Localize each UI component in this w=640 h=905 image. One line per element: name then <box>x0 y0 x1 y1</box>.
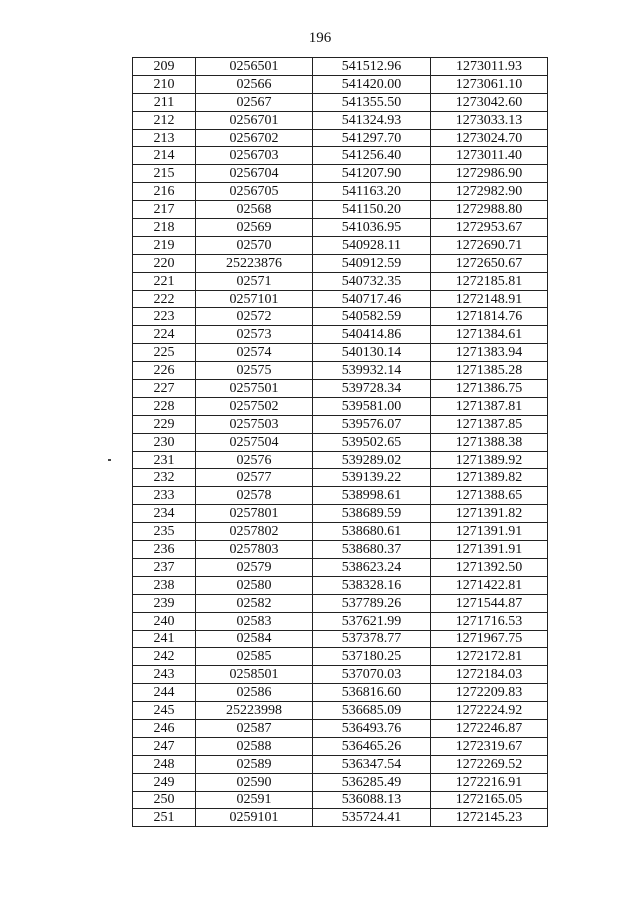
table-row <box>133 702 548 720</box>
x-coordinate-cell: 537180.25 <box>313 648 431 666</box>
point-number-cell: 223 <box>133 308 196 326</box>
point-id-cell: 02572 <box>196 308 313 326</box>
x-coordinate-cell: 536347.54 <box>313 755 431 773</box>
x-coordinate-cell: 541163.20 <box>313 183 431 201</box>
table-row <box>133 111 548 129</box>
x-coordinate-cell: 541355.50 <box>313 93 431 111</box>
page-number: 196 <box>308 30 332 46</box>
x-coordinate-cell: 540912.59 <box>313 254 431 272</box>
x-coordinate-cell: 541150.20 <box>313 201 431 219</box>
point-id-cell: 02584 <box>196 630 313 648</box>
point-id-cell: 02588 <box>196 737 313 755</box>
point-id-cell: 02586 <box>196 684 313 702</box>
x-coordinate-cell: 536493.76 <box>313 719 431 737</box>
x-coordinate-cell: 541324.93 <box>313 111 431 129</box>
table-row <box>133 612 548 630</box>
x-coordinate-cell: 538623.24 <box>313 558 431 576</box>
point-id-cell: 0257802 <box>196 523 313 541</box>
x-coordinate-cell: 540130.14 <box>313 344 431 362</box>
table-row <box>133 219 548 237</box>
y-coordinate-cell: 1271544.87 <box>431 594 548 612</box>
point-id-cell: 0257503 <box>196 415 313 433</box>
point-id-cell: 02569 <box>196 219 313 237</box>
table-row <box>133 684 548 702</box>
y-coordinate-cell: 1271385.28 <box>431 362 548 380</box>
point-id-cell: 02566 <box>196 75 313 93</box>
point-number-cell: 241 <box>133 630 196 648</box>
y-coordinate-cell: 1272216.91 <box>431 773 548 791</box>
table-row <box>133 594 548 612</box>
y-coordinate-cell: 1271391.91 <box>431 541 548 559</box>
point-id-cell: 02583 <box>196 612 313 630</box>
point-number-cell: 227 <box>133 380 196 398</box>
point-number-cell: 233 <box>133 487 196 505</box>
table-row <box>133 773 548 791</box>
table-row <box>133 362 548 380</box>
point-number-cell: 230 <box>133 433 196 451</box>
x-coordinate-cell: 538998.61 <box>313 487 431 505</box>
table-row <box>133 183 548 201</box>
point-number-cell: 211 <box>133 93 196 111</box>
point-id-cell: 02574 <box>196 344 313 362</box>
point-number-cell: 243 <box>133 666 196 684</box>
table-row <box>133 576 548 594</box>
point-id-cell: 02576 <box>196 451 313 469</box>
point-id-cell: 02587 <box>196 719 313 737</box>
table-row <box>133 505 548 523</box>
y-coordinate-cell: 1272986.90 <box>431 165 548 183</box>
point-id-cell: 0256704 <box>196 165 313 183</box>
y-coordinate-cell: 1272953.67 <box>431 219 548 237</box>
y-coordinate-cell: 1272145.23 <box>431 809 548 827</box>
table-row <box>133 165 548 183</box>
point-number-cell: 247 <box>133 737 196 755</box>
y-coordinate-cell: 1271386.75 <box>431 380 548 398</box>
y-coordinate-cell: 1273061.10 <box>431 75 548 93</box>
table-row <box>133 397 548 415</box>
point-number-cell: 224 <box>133 326 196 344</box>
table-row <box>133 755 548 773</box>
table-row <box>133 201 548 219</box>
y-coordinate-cell: 1271392.50 <box>431 558 548 576</box>
x-coordinate-cell: 536816.60 <box>313 684 431 702</box>
point-number-cell: 238 <box>133 576 196 594</box>
x-coordinate-cell: 536465.26 <box>313 737 431 755</box>
y-coordinate-cell: 1271389.92 <box>431 451 548 469</box>
table-row <box>133 433 548 451</box>
point-id-cell: 0257504 <box>196 433 313 451</box>
table-row <box>133 791 548 809</box>
point-number-cell: 239 <box>133 594 196 612</box>
point-id-cell: 0256705 <box>196 183 313 201</box>
x-coordinate-cell: 539932.14 <box>313 362 431 380</box>
table-row <box>133 272 548 290</box>
point-id-cell: 0257502 <box>196 397 313 415</box>
point-id-cell: 02577 <box>196 469 313 487</box>
y-coordinate-cell: 1272690.71 <box>431 236 548 254</box>
point-number-cell: 215 <box>133 165 196 183</box>
table-row <box>133 147 548 165</box>
point-id-cell: 0256702 <box>196 129 313 147</box>
x-coordinate-cell: 541036.95 <box>313 219 431 237</box>
table-row <box>133 129 548 147</box>
x-coordinate-cell: 539502.65 <box>313 433 431 451</box>
point-id-cell: 02591 <box>196 791 313 809</box>
y-coordinate-cell: 1272269.52 <box>431 755 548 773</box>
table-row <box>133 344 548 362</box>
table-row <box>133 558 548 576</box>
x-coordinate-cell: 540414.86 <box>313 326 431 344</box>
point-number-cell: 222 <box>133 290 196 308</box>
table-row <box>133 236 548 254</box>
point-number-cell: 228 <box>133 397 196 415</box>
table-row <box>133 290 548 308</box>
point-number-cell: 220 <box>133 254 196 272</box>
y-coordinate-cell: 1271388.38 <box>431 433 548 451</box>
point-id-cell: 02567 <box>196 93 313 111</box>
point-number-cell: 242 <box>133 648 196 666</box>
point-id-cell: 02582 <box>196 594 313 612</box>
x-coordinate-cell: 538680.37 <box>313 541 431 559</box>
x-coordinate-cell: 536285.49 <box>313 773 431 791</box>
y-coordinate-cell: 1272982.90 <box>431 183 548 201</box>
table-row <box>133 451 548 469</box>
y-coordinate-cell: 1272184.03 <box>431 666 548 684</box>
y-coordinate-cell: 1272172.81 <box>431 648 548 666</box>
table-row <box>133 93 548 111</box>
x-coordinate-cell: 541207.90 <box>313 165 431 183</box>
table-row <box>133 415 548 433</box>
y-coordinate-cell: 1273024.70 <box>431 129 548 147</box>
point-id-cell: 0259101 <box>196 809 313 827</box>
x-coordinate-cell: 540928.11 <box>313 236 431 254</box>
point-id-cell: 02573 <box>196 326 313 344</box>
y-coordinate-cell: 1272319.67 <box>431 737 548 755</box>
point-number-cell: 218 <box>133 219 196 237</box>
y-coordinate-cell: 1271967.75 <box>431 630 548 648</box>
x-coordinate-cell: 540732.35 <box>313 272 431 290</box>
point-id-cell: 25223998 <box>196 702 313 720</box>
point-number-cell: 226 <box>133 362 196 380</box>
point-id-cell: 0256703 <box>196 147 313 165</box>
point-id-cell: 0256701 <box>196 111 313 129</box>
x-coordinate-cell: 535724.41 <box>313 809 431 827</box>
x-coordinate-cell: 539581.00 <box>313 397 431 415</box>
point-number-cell: 216 <box>133 183 196 201</box>
point-id-cell: 0256501 <box>196 58 313 76</box>
table-row <box>133 469 548 487</box>
coordinates-table-body <box>133 58 548 827</box>
point-number-cell: 237 <box>133 558 196 576</box>
point-number-cell: 221 <box>133 272 196 290</box>
table-row <box>133 630 548 648</box>
x-coordinate-cell: 538689.59 <box>313 505 431 523</box>
point-number-cell: 225 <box>133 344 196 362</box>
point-id-cell: 02589 <box>196 755 313 773</box>
table-row <box>133 541 548 559</box>
point-id-cell: 02568 <box>196 201 313 219</box>
point-id-cell: 0258501 <box>196 666 313 684</box>
point-number-cell: 231 <box>133 451 196 469</box>
table-row <box>133 666 548 684</box>
table-row <box>133 75 548 93</box>
y-coordinate-cell: 1271384.61 <box>431 326 548 344</box>
x-coordinate-cell: 538328.16 <box>313 576 431 594</box>
x-coordinate-cell: 541256.40 <box>313 147 431 165</box>
point-number-cell: 245 <box>133 702 196 720</box>
y-coordinate-cell: 1272224.92 <box>431 702 548 720</box>
y-coordinate-cell: 1273033.13 <box>431 111 548 129</box>
point-number-cell: 234 <box>133 505 196 523</box>
x-coordinate-cell: 539289.02 <box>313 451 431 469</box>
x-coordinate-cell: 541297.70 <box>313 129 431 147</box>
x-coordinate-cell: 537789.26 <box>313 594 431 612</box>
y-coordinate-cell: 1271716.53 <box>431 612 548 630</box>
y-coordinate-cell: 1273042.60 <box>431 93 548 111</box>
x-coordinate-cell: 537070.03 <box>313 666 431 684</box>
point-number-cell: 219 <box>133 236 196 254</box>
y-coordinate-cell: 1272185.81 <box>431 272 548 290</box>
point-id-cell: 02575 <box>196 362 313 380</box>
x-coordinate-cell: 539576.07 <box>313 415 431 433</box>
point-number-cell: 212 <box>133 111 196 129</box>
point-id-cell: 02570 <box>196 236 313 254</box>
point-number-cell: 250 <box>133 791 196 809</box>
x-coordinate-cell: 537378.77 <box>313 630 431 648</box>
x-coordinate-cell: 540582.59 <box>313 308 431 326</box>
point-id-cell: 02590 <box>196 773 313 791</box>
table-row <box>133 380 548 398</box>
y-coordinate-cell: 1271814.76 <box>431 308 548 326</box>
table-row <box>133 308 548 326</box>
point-number-cell: 248 <box>133 755 196 773</box>
point-number-cell: 236 <box>133 541 196 559</box>
y-coordinate-cell: 1271388.65 <box>431 487 548 505</box>
y-coordinate-cell: 1271389.82 <box>431 469 548 487</box>
point-id-cell: 02579 <box>196 558 313 576</box>
point-number-cell: 209 <box>133 58 196 76</box>
y-coordinate-cell: 1272165.05 <box>431 791 548 809</box>
table-row <box>133 523 548 541</box>
y-coordinate-cell: 1272148.91 <box>431 290 548 308</box>
y-coordinate-cell: 1272650.67 <box>431 254 548 272</box>
point-id-cell: 02585 <box>196 648 313 666</box>
x-coordinate-cell: 540717.46 <box>313 290 431 308</box>
y-coordinate-cell: 1272209.83 <box>431 684 548 702</box>
point-number-cell: 232 <box>133 469 196 487</box>
y-coordinate-cell: 1271391.91 <box>431 523 548 541</box>
point-id-cell: 0257101 <box>196 290 313 308</box>
scan-mark <box>108 459 111 461</box>
table-row <box>133 737 548 755</box>
point-number-cell: 246 <box>133 719 196 737</box>
point-id-cell: 02578 <box>196 487 313 505</box>
x-coordinate-cell: 536088.13 <box>313 791 431 809</box>
point-id-cell: 02580 <box>196 576 313 594</box>
point-number-cell: 235 <box>133 523 196 541</box>
point-number-cell: 229 <box>133 415 196 433</box>
point-number-cell: 214 <box>133 147 196 165</box>
table-row <box>133 254 548 272</box>
table-row <box>133 58 548 76</box>
y-coordinate-cell: 1272246.87 <box>431 719 548 737</box>
table-row <box>133 809 548 827</box>
point-number-cell: 240 <box>133 612 196 630</box>
table-row <box>133 487 548 505</box>
table-row <box>133 719 548 737</box>
x-coordinate-cell: 539139.22 <box>313 469 431 487</box>
y-coordinate-cell: 1271387.81 <box>431 397 548 415</box>
table-row <box>133 648 548 666</box>
x-coordinate-cell: 541512.96 <box>313 58 431 76</box>
y-coordinate-cell: 1272988.80 <box>431 201 548 219</box>
x-coordinate-cell: 537621.99 <box>313 612 431 630</box>
point-id-cell: 25223876 <box>196 254 313 272</box>
point-number-cell: 210 <box>133 75 196 93</box>
x-coordinate-cell: 541420.00 <box>313 75 431 93</box>
y-coordinate-cell: 1271383.94 <box>431 344 548 362</box>
y-coordinate-cell: 1271422.81 <box>431 576 548 594</box>
point-id-cell: 0257803 <box>196 541 313 559</box>
point-id-cell: 0257801 <box>196 505 313 523</box>
x-coordinate-cell: 539728.34 <box>313 380 431 398</box>
x-coordinate-cell: 538680.61 <box>313 523 431 541</box>
y-coordinate-cell: 1271391.82 <box>431 505 548 523</box>
point-id-cell: 0257501 <box>196 380 313 398</box>
y-coordinate-cell: 1273011.40 <box>431 147 548 165</box>
point-number-cell: 251 <box>133 809 196 827</box>
y-coordinate-cell: 1273011.93 <box>431 58 548 76</box>
coordinates-table <box>132 57 548 827</box>
point-number-cell: 217 <box>133 201 196 219</box>
point-id-cell: 02571 <box>196 272 313 290</box>
y-coordinate-cell: 1271387.85 <box>431 415 548 433</box>
point-number-cell: 213 <box>133 129 196 147</box>
point-number-cell: 249 <box>133 773 196 791</box>
point-number-cell: 244 <box>133 684 196 702</box>
table-row <box>133 326 548 344</box>
x-coordinate-cell: 536685.09 <box>313 702 431 720</box>
